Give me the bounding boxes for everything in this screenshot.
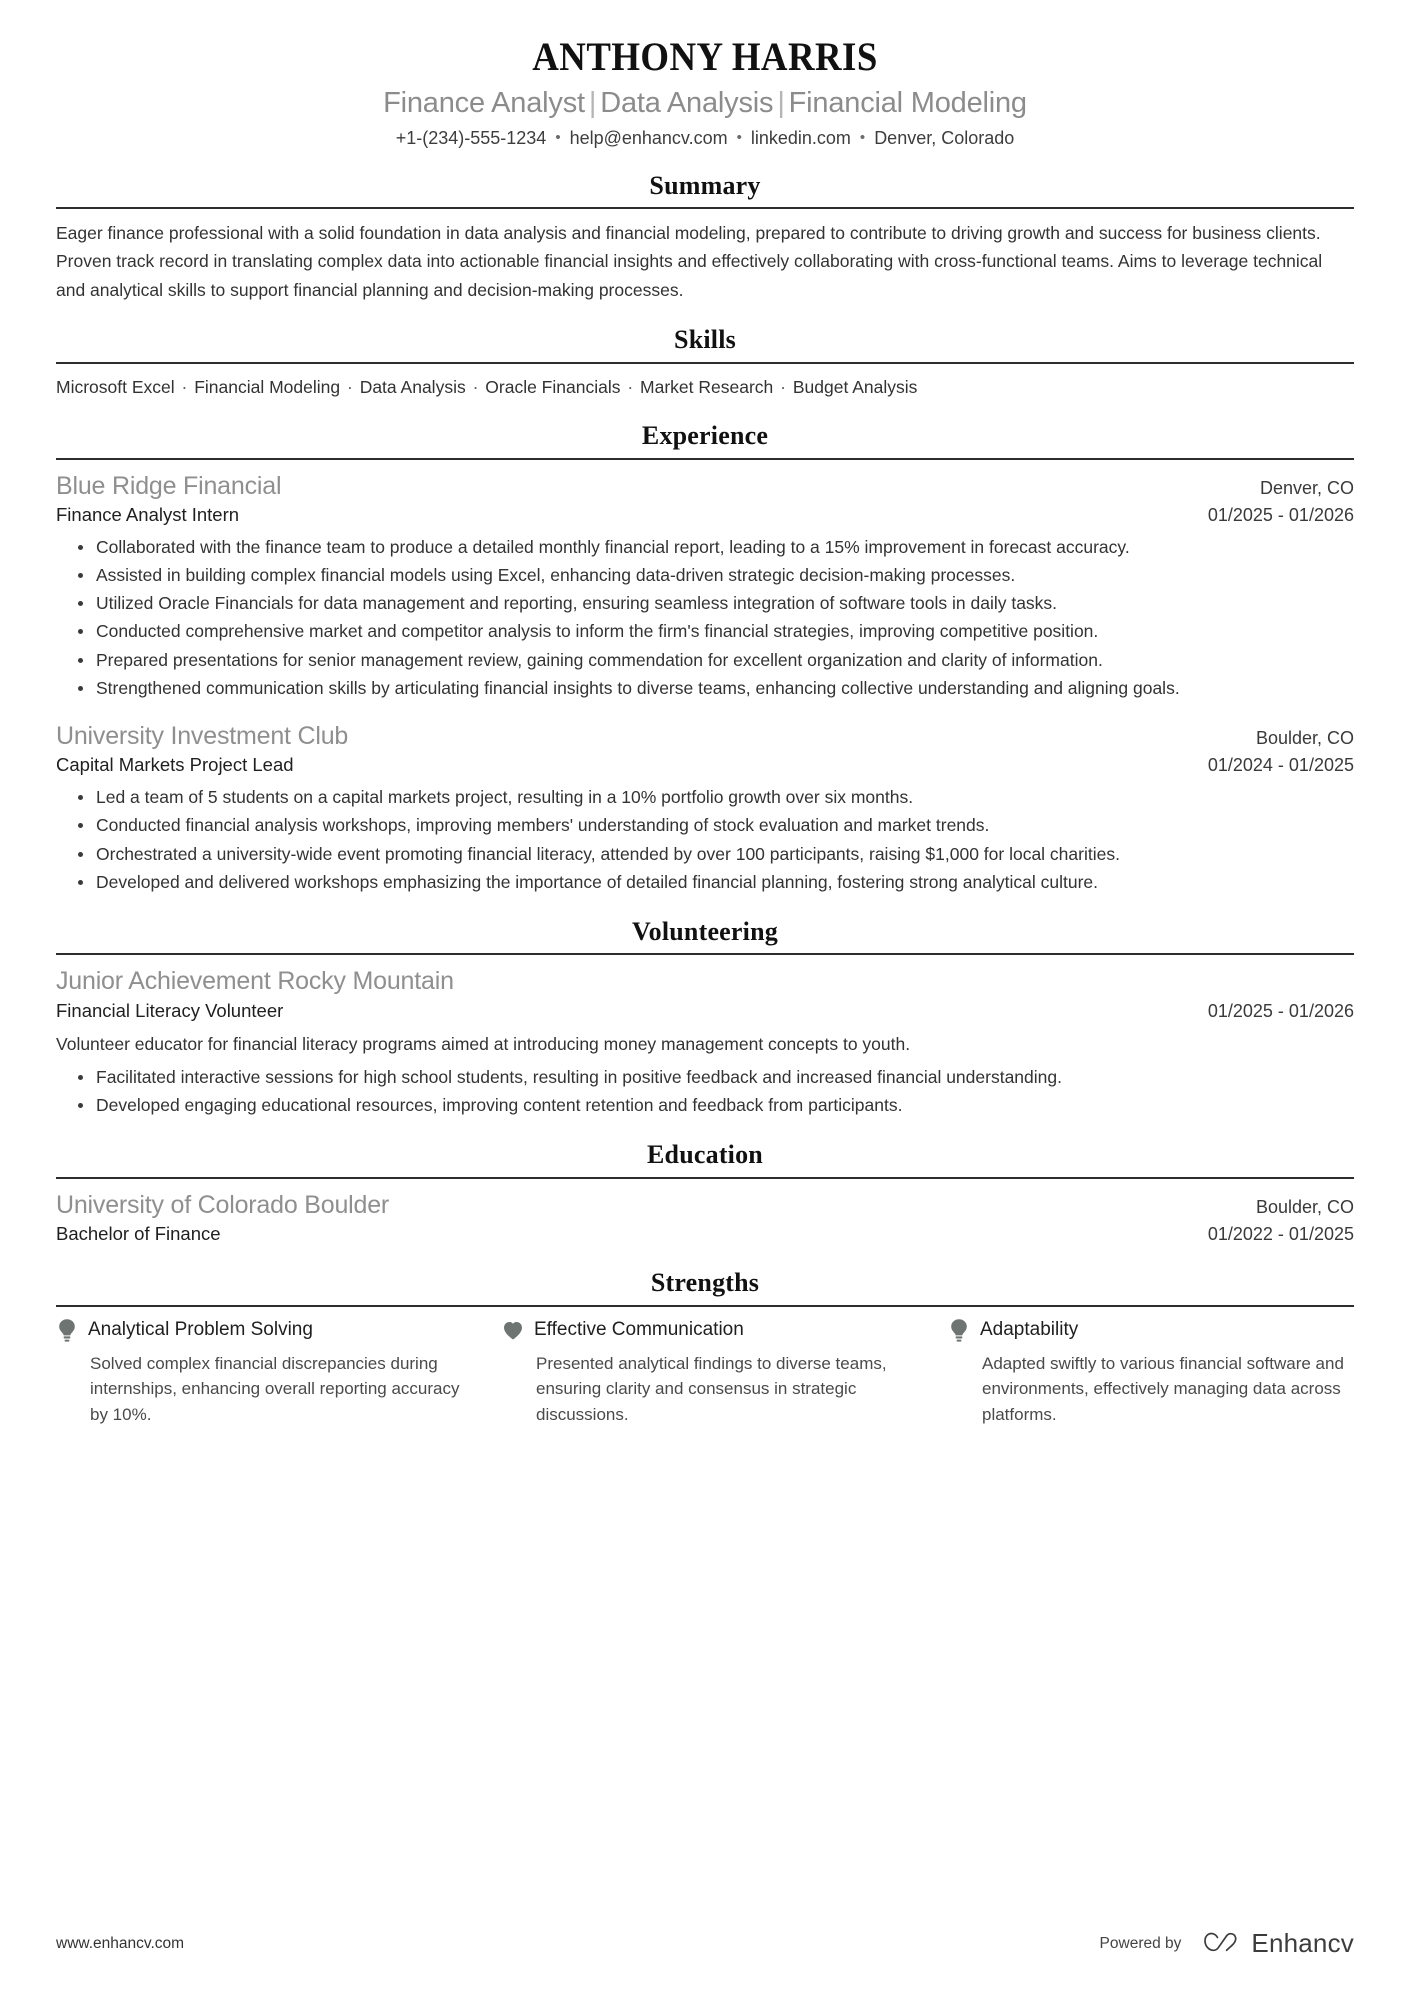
strength-item (56, 1317, 502, 1428)
education-entry (56, 1189, 1354, 1247)
entry-bullet: Conducted comprehensive market and competitor analysis to inform the firm's financial strategies, improving competitive position. (86, 618, 1354, 645)
entry-bullet: Developed and delivered workshops emphasizing the importance of detailed financial planning, fostering strong analytical culture. (86, 869, 1354, 896)
strength-title: Analytical Problem Solving (88, 1318, 313, 1340)
skill-separator: · (176, 376, 193, 397)
entry-bullet: Orchestrated a university-wide event promoting financial literacy, attended by over 100 participants, raising $1,000 for local charities. (86, 841, 1354, 868)
entry-role: Financial Literacy Volunteer (56, 999, 284, 1021)
section-heading-summary: Summary (649, 170, 761, 200)
strength-title: Effective Communication (534, 1318, 744, 1340)
section-heading-education: Education (647, 1140, 763, 1170)
enhancv-wordmark: Enhancv (1251, 1928, 1354, 1958)
entry-subheader-row (56, 753, 1354, 778)
volunteering-entry-list (56, 965, 1354, 1119)
skill-separator: · (467, 376, 484, 397)
contact-linkedin[interactable]: linkedin.com (750, 127, 851, 148)
skill-separator: · (342, 376, 358, 397)
strength-description: Adapted swiftly to various financial software and environments, effectively managing data across platforms. (982, 1353, 1344, 1424)
summary-text: Eager finance professional with a solid foundation in data analysis and financial modeling, prepared to contribute to driving growth and success for business clients. Proven track record in translating complex data into actionable financial insights and effectively collaborating with cross-functional teams. Aims to leverage technical and analytical skills to support financial planning and decision-making processes. (56, 223, 1323, 300)
entry-bullet: Collaborated with the finance team to produce a detailed monthly financial report, leading to a 15% improvement in forecast accuracy. (86, 534, 1354, 561)
entry-dates: 01/2025 - 01/2026 (1207, 505, 1354, 526)
strength-item (502, 1317, 948, 1428)
entry-bullet-list (56, 534, 1354, 702)
skill-separator: · (775, 376, 791, 397)
section-experience (56, 422, 1354, 896)
entry-header-row (56, 1189, 1354, 1222)
strength-header (948, 1317, 1354, 1343)
lightbulb-icon (948, 1318, 970, 1344)
skill-item: Microsoft Excel (56, 376, 175, 397)
enhancv-logo (1195, 1928, 1354, 1959)
contact-email[interactable]: help@enhancv.com (569, 127, 728, 148)
section-heading-skills: Skills (674, 325, 736, 355)
section-divider (56, 362, 1354, 364)
entry-bullet: Facilitated interactive sessions for high school students, resulting in positive feedback and increased financial understanding. (86, 1064, 1354, 1091)
headline-separator: | (777, 87, 785, 119)
section-divider (56, 458, 1354, 460)
skill-item: Oracle Financials (485, 376, 621, 397)
section-heading-experience: Experience (641, 421, 769, 451)
entry-organization: Junior Achievement Rocky Mountain (56, 967, 454, 996)
entry-subheader-row (56, 503, 1354, 528)
section-heading-volunteering: Volunteering (632, 916, 778, 946)
entry-organization: Blue Ridge Financial (56, 471, 282, 500)
entry-bullet-list (56, 1064, 1354, 1119)
candidate-name: ANTHONY HARRIS (532, 34, 878, 79)
experience-entry (56, 470, 1354, 702)
strength-header (502, 1317, 908, 1343)
entry-bullet: Led a team of 5 students on a capital markets project, resulting in a 10% portfolio growth over six months. (86, 784, 1354, 811)
contact-location: Denver, Colorado (874, 127, 1015, 148)
skill-item: Budget Analysis (792, 376, 918, 397)
section-divider (56, 207, 1354, 209)
strength-item (948, 1317, 1354, 1428)
contact-bullet-icon: • (736, 128, 742, 146)
entry-description: Volunteer educator for financial literacy programs aimed at introducing money management concepts to youth. (56, 1033, 911, 1054)
section-divider (56, 1305, 1354, 1307)
entry-bullet-list (56, 784, 1354, 896)
section-skills (56, 326, 1354, 400)
contact-bullet-icon: • (859, 128, 866, 146)
entry-location: Boulder, CO (1255, 1196, 1354, 1217)
resume-header (56, 34, 1354, 150)
powered-by-label: Powered by (1099, 1934, 1182, 1952)
entry-bullet: Assisted in building complex financial models using Excel, enhancing data-driven strategic decision-making processes. (86, 562, 1354, 589)
footer-website-url[interactable]: www.enhancv.com (56, 1934, 185, 1952)
strength-title: Adaptability (980, 1318, 1079, 1340)
entry-location: Denver, CO (1259, 477, 1354, 498)
entry-header-row (56, 720, 1354, 753)
entry-header-row (56, 965, 1354, 998)
skill-item: Market Research (640, 376, 774, 397)
strength-description: Presented analytical findings to diverse teams, ensuring clarity and consensus in strategic discussions. (536, 1353, 887, 1424)
entry-role: Finance Analyst Intern (56, 504, 240, 526)
entry-role: Bachelor of Finance (56, 1223, 221, 1245)
section-divider (56, 1177, 1354, 1179)
skills-list (56, 374, 1354, 400)
entry-location: Boulder, CO (1255, 727, 1354, 748)
education-entry-list (56, 1189, 1354, 1247)
experience-entry (56, 720, 1354, 896)
entry-bullet: Prepared presentations for senior management review, gaining commendation for excellent organization and clarity of information. (86, 647, 1354, 674)
entry-role: Capital Markets Project Lead (56, 754, 294, 776)
contact-phone: +1-(234)-555-1234 (395, 127, 547, 148)
contact-line (56, 127, 1354, 150)
enhancv-mark-icon (1195, 1931, 1241, 1957)
section-education (56, 1141, 1354, 1247)
entry-dates: 01/2025 - 01/2026 (1207, 1000, 1354, 1021)
contact-bullet-icon: • (555, 128, 561, 146)
entry-bullet: Utilized Oracle Financials for data management and reporting, ensuring seamless integration of software tools in daily tasks. (86, 590, 1354, 617)
entry-organization: University of Colorado Boulder (56, 1190, 390, 1219)
page-footer (56, 1928, 1354, 1959)
section-summary (56, 172, 1354, 305)
skill-item: Financial Modeling (194, 376, 341, 397)
section-volunteering (56, 918, 1354, 1119)
experience-entry-list (56, 470, 1354, 896)
skill-separator: · (622, 376, 639, 397)
lightbulb-icon (56, 1318, 78, 1344)
entry-bullet: Developed engaging educational resources, improving content retention and feedback from participants. (86, 1092, 1354, 1119)
entry-subheader-row (56, 999, 1354, 1024)
headline-part-3: Financial Modeling (788, 87, 1027, 119)
section-heading-strengths: Strengths (650, 1268, 760, 1298)
entry-bullet: Conducted financial analysis workshops, improving members' understanding of stock evaluation and market trends. (86, 812, 1354, 839)
strengths-list (56, 1317, 1354, 1428)
section-strengths (56, 1269, 1354, 1427)
skill-item: Data Analysis (359, 376, 466, 397)
headline-part-1: Finance Analyst (383, 87, 585, 119)
volunteering-entry (56, 965, 1354, 1119)
candidate-headline (56, 86, 1354, 121)
footer-branding (1100, 1928, 1354, 1959)
section-divider (56, 953, 1354, 955)
headline-part-2: Data Analysis (600, 87, 774, 119)
entry-dates: 01/2022 - 01/2025 (1207, 1224, 1354, 1245)
headline-separator: | (588, 87, 597, 119)
entry-organization: University Investment Club (56, 721, 349, 750)
entry-header-row (56, 470, 1354, 503)
entry-dates: 01/2024 - 01/2025 (1207, 755, 1354, 776)
entry-subheader-row (56, 1222, 1354, 1247)
heart-icon (502, 1318, 524, 1344)
strength-header (56, 1317, 462, 1343)
strength-description: Solved complex financial discrepancies during internships, enhancing overall reporting accuracy by 10%. (90, 1353, 460, 1424)
entry-bullet: Strengthened communication skills by articulating financial insights to diverse teams, enhancing collective understanding and aligning goals. (86, 675, 1354, 702)
